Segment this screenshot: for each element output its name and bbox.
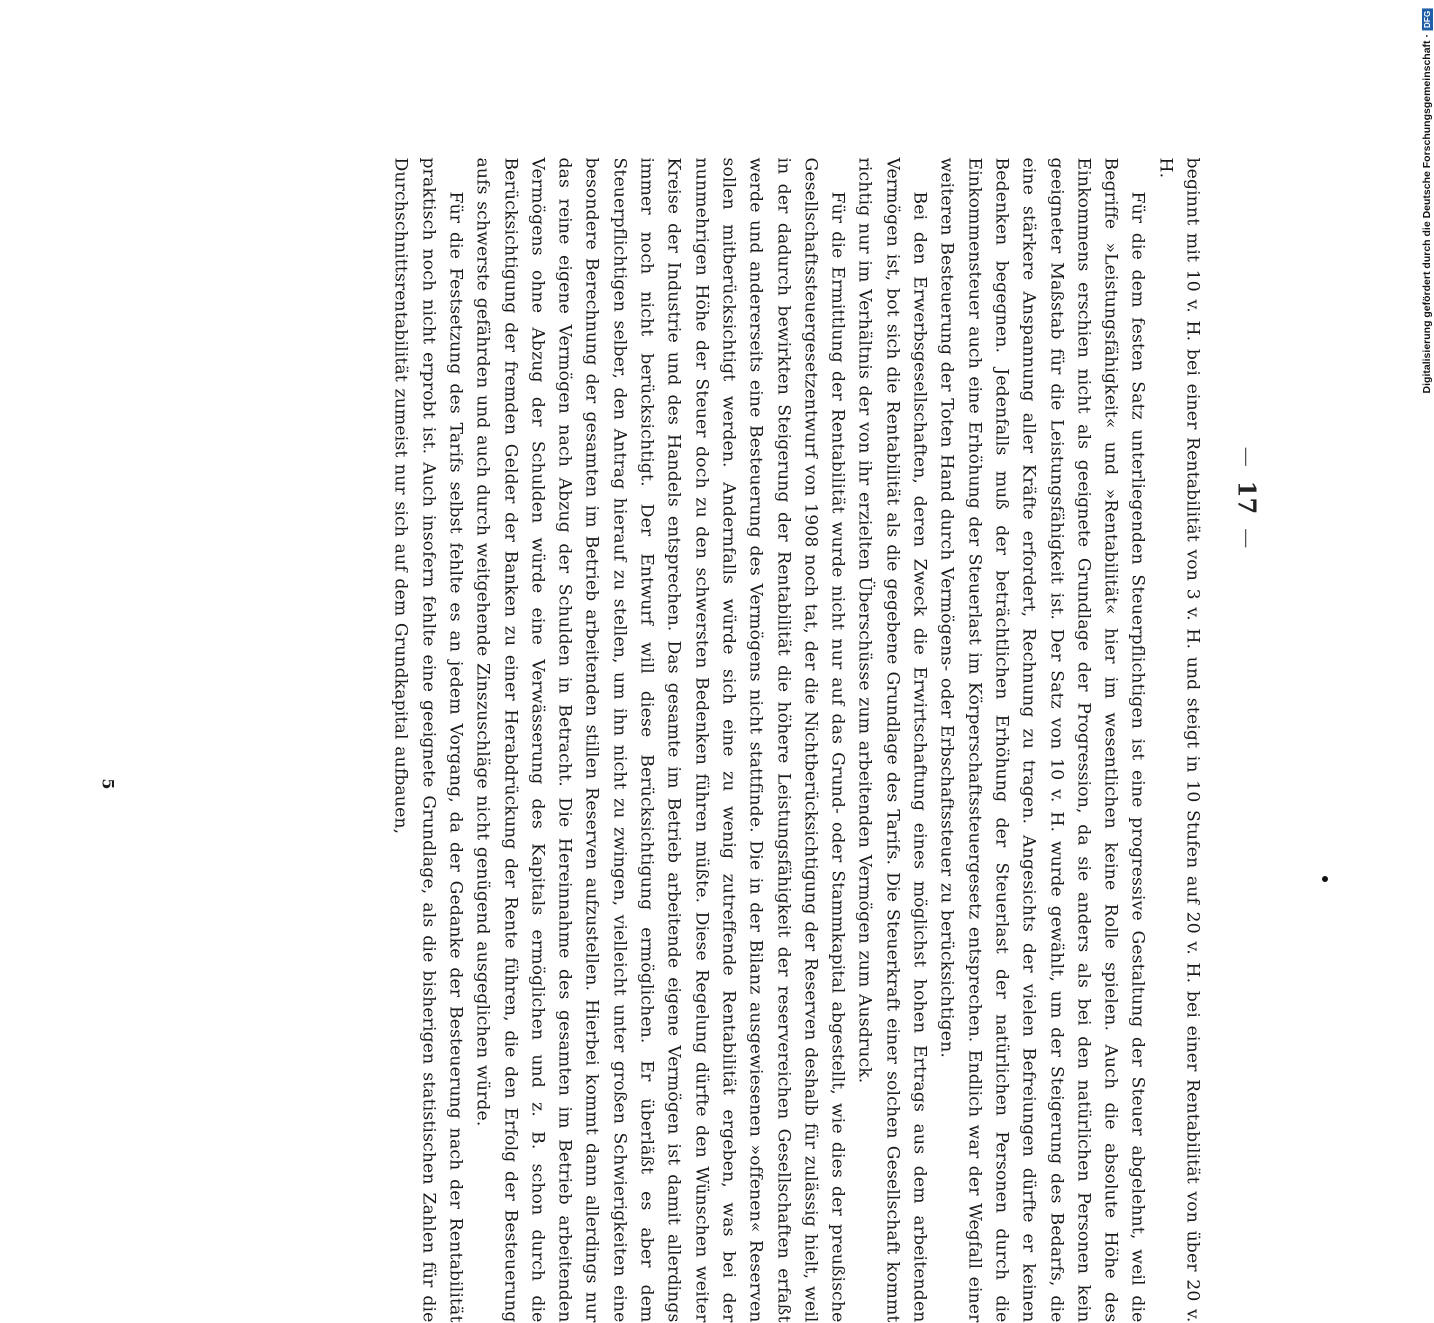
dfg-credit: [1418, 8, 1434, 393]
dfg-logo: DFG: [1422, 10, 1432, 28]
header-dash-left: —: [1235, 446, 1260, 467]
body-text: [387, 158, 1206, 1323]
paragraph-1: beginnt mit 10 v. H. bei einer Rentabilität von 3 v. H. und steigt in 10 Stufen auf 20 v. H. bei einer Rentabilität von über 20 v. H.: [1155, 157, 1203, 1323]
header-dash-right: —: [1235, 528, 1260, 549]
rotated-text-page: [98, 157, 1268, 1323]
signature-mark: 5: [98, 778, 118, 790]
page-header: [1228, 158, 1268, 838]
paragraph-3: Bei den Erwerbsgesellschaften, deren Zweck die Erwirtschaftung eines möglichst hohen Ertrags aus dem arbeitenden Vermögen ist, bot sich die Rentabilität als die gegebene Grundlage des Tarifs. Die Steuerkraft einer solchen Gesellschaft kommt richtig nur im Verhältnis der von ihr erzielten Überschüsse zum arbeitenden Vermögen zum Ausdruck.: [854, 157, 930, 1323]
paragraph-5: Für die Festsetzung des Tarifs selbst fehlte es an jedem Vorgang, da der Gedanke der Besteuerung nach der Rentabilität praktisch noch nicht erprobt ist. Auch insofern fehlte eine geeignete Grundlage, als die bisherigen statistischen Zahlen für die Durchschnittsrentabilität zumeist nur sich auf dem Grundkapital aufbauen,: [390, 157, 466, 1323]
paragraph-4: Für die Ermittlung der Rentabilität wurde nicht nur auf das Grund- oder Stammkapital abgestellt, wie dies der preußische Gesellschaftssteuergesetzentwurf von 1908 noch tat, der die Nichtberücksichtigung der Reserven deshalb für zulässig hielt, weil in der dadurch bewirkten Steigerung der Rentabilität die höhere Leistungsfähigkeit der reservereichen Gesellschaften erfaßt werde und andererseits eine Besteuerung des Vermögens nicht stattfinde. Die in der Bilanz ausgewiesenen »offenen« Reserven sollen mitberücksichtigt werden. Andernfalls würde sich eine zu wenig zutreffende Rentabilität ergeben, was bei der nunmehrigen Höhe der Steuer doch zu den schwersten Bedenken führen müßte. Diese Regelung dürfte den Wünschen weiter Kreise der Industrie und des Handels entsprechen. Das gesamte im Betrieb arbeitende eigene Vermögen ist damit allerdings immer noch nicht berücksichtigt. Der Entwurf will diese Berücksichtigung ermöglichen. Er überläßt es aber dem Steuerpflichtigen selber, den Antrag hierauf zu stellen, um ihn nicht zu zwingen, vielleicht unter großen Schwierigkeiten eine besondere Berechnung der gesamten im Betrieb arbeitenden stillen Reserven aufzustellen. Hierbei kommt dann allerdings nur das reine eigene Vermögen nach Abzug der Schulden in Betracht. Die Hereinnahme des gesamten im Betrieb arbeitenden Vermögens ohne Abzug der Schulden würde eine Verwässerung des Kapitals ermöglichen und z. B. schon durch die Berücksichtigung der fremden Gelder der Banken zu einer Herabdrückung der Rente führen, die den Erfolg der Besteuerung aufs schwerste gefährden und auch durch weitgehende Zinszuschläge nicht genügend ausgeglichen würde.: [472, 157, 848, 1323]
scan-speck: [1322, 876, 1328, 882]
page-number: 17: [1233, 480, 1262, 515]
paragraph-2: Für die dem festen Satz unterliegenden Steuerpflichtigen ist eine progressive Gestaltung der Steuer abgelehnt, weil die Begriffe »Leistungsfähigkeit« und »Rentabilität« hier im wesentlichen keine Rolle spielen. Auch die absolute Höhe des Einkommens erschien nicht als geeignete Grundlage der Progression, da sie anders als bei den natürlichen Personen kein geeigneter Maßstab für die Leistungsfähigkeit ist. Der Satz von 10 v. H. wurde gewählt, um der Steigerung des Bedarfs, die eine stärkere Anspannung aller Kräfte erfordert, Rechnung zu tragen. Angesichts der vielen Befreiungen dürfte er keinen Bedenken begegnen. Jedenfalls muß der beträchtlichen Erhöhung der Steuerlast der natürlichen Personen durch die Einkommensteuer auch eine Erhöhung der Steuerlast im Körperschaftssteuergesetz entsprechen. Endlich war der Wegfall einer weiteren Besteuerung der Toten Hand durch Vermögens- oder Erbschaftssteuer zu berücksichtigen.: [936, 157, 1148, 1323]
credit-text: Digitalisierung gefördert durch die Deutsche Forschungsgemeinschaft ·: [1421, 33, 1433, 393]
